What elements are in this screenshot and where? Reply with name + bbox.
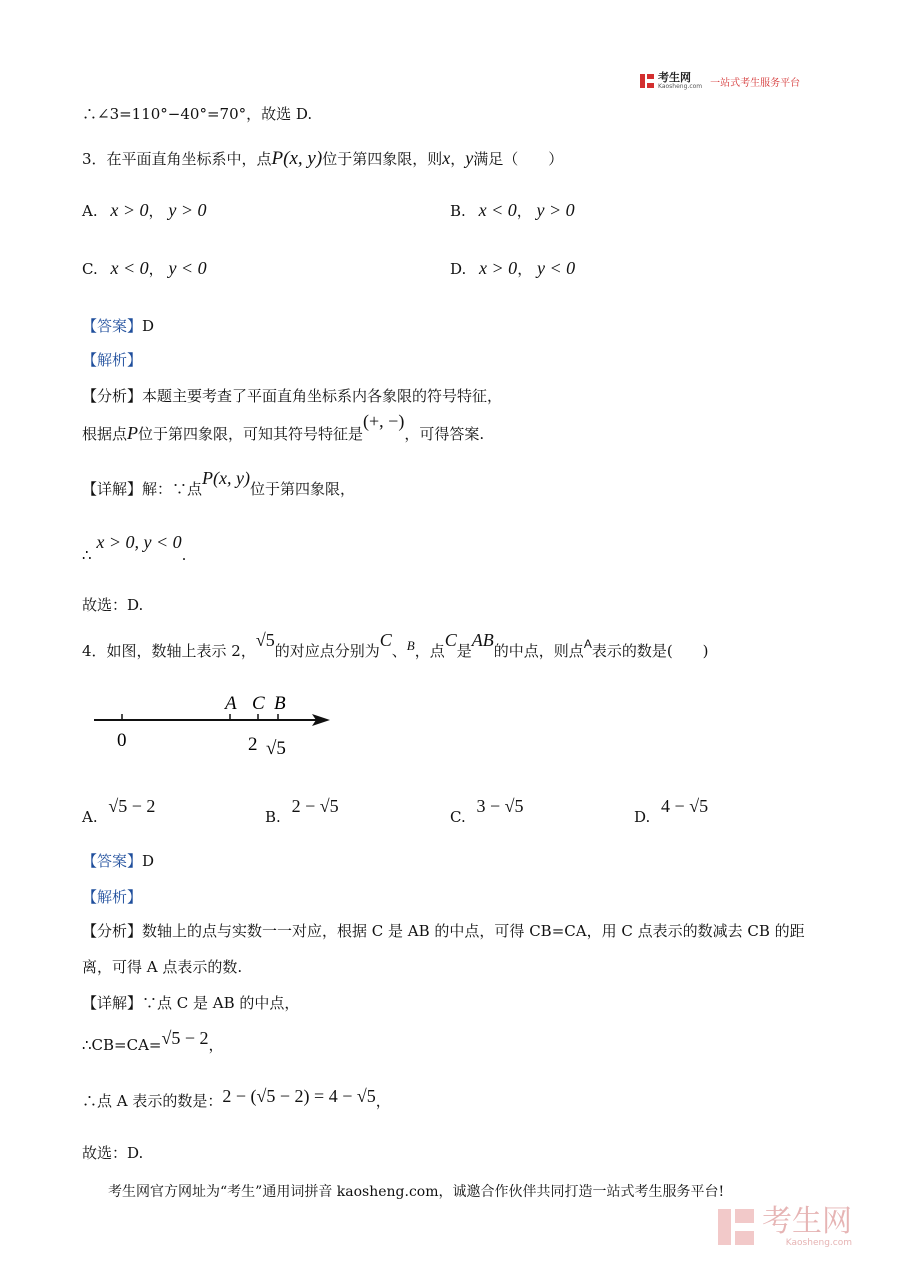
math-sqrt5: √5: [255, 630, 275, 650]
q3-point: P(x, y): [271, 148, 323, 169]
q3-var-y: y: [465, 148, 474, 168]
text: 4．如图，数轴上表示 2，: [82, 642, 256, 660]
label-sqrt5: √5: [266, 738, 286, 759]
q3-option-a: [82, 200, 206, 221]
option-math: x > 0: [110, 200, 149, 220]
q3-stem-text-2: 位于第四象限，则: [322, 150, 443, 168]
number-line-figure: [90, 686, 340, 766]
q3-option-c: [82, 258, 207, 279]
option-label: C.: [450, 808, 466, 826]
label-A: A: [225, 693, 237, 714]
option-label: D.: [450, 260, 467, 278]
text: .: [181, 546, 187, 564]
text: 表示的数是( ): [591, 642, 709, 660]
footer-text: 考生网官方网址为“考生”通用词拼音 kaosheng.com，诚邀合作伙伴共同打造一站式考生服务平台!: [108, 1184, 725, 1200]
option-label: A.: [82, 808, 98, 826]
option-math: x > 0: [479, 258, 518, 278]
q3-guxuan: 故选：D.: [82, 596, 144, 614]
q4-result: [82, 1086, 391, 1110]
q4-answer: [82, 850, 154, 871]
q4-guxuan: 故选：D.: [82, 1144, 144, 1162]
fenxi-text: 本题主要考查了平面直角坐标系内各象限的符号特征，: [142, 387, 503, 405]
option-math: y > 0: [536, 200, 575, 220]
q3-option-b: [450, 200, 575, 221]
option-label: C.: [82, 260, 98, 278]
q3-condition: [82, 532, 187, 564]
option-sep: ，: [148, 260, 164, 278]
math-cb: √5 − 2: [161, 1028, 209, 1048]
watermark-brand: 考生网: [762, 1204, 852, 1239]
text: ，: [375, 1092, 391, 1110]
logo-brand: 考生网: [658, 71, 691, 84]
option-math: x < 0: [478, 200, 517, 220]
xiangjie-tag: 【详解】: [82, 994, 143, 1012]
q3-fenxi: [82, 385, 502, 406]
q4-option-c: [450, 796, 524, 826]
logo-slogan: 一站式考生服务平台: [710, 77, 801, 89]
text: 位于第四象限，可知其符号特征是: [138, 425, 364, 443]
watermark-logo-icon: [718, 1209, 754, 1245]
fenxi-tag: 【分析】: [82, 922, 143, 940]
option-math: y < 0: [536, 258, 576, 278]
label-B: B: [274, 693, 286, 714]
option-label: B.: [265, 808, 281, 826]
xiangjie-tag: 【详解】: [82, 480, 143, 498]
q4-option-d: [634, 796, 709, 826]
watermark: [718, 1206, 852, 1248]
q3-var-x: x: [442, 148, 451, 168]
fenxi-text: 数轴上的点与实数一一对应，根据 C 是 AB 的中点，可得 CB=CA，用 C 点表示的数减去 CB 的距: [142, 922, 805, 940]
q4-fenxi-2: 离，可得 A 点表示的数.: [82, 958, 243, 976]
label-0: 0: [117, 730, 127, 751]
text: 根据点: [82, 425, 128, 443]
text: 是: [456, 642, 472, 660]
answer-value: D: [142, 852, 155, 870]
watermark-domain: Kaosheng.com: [785, 1238, 852, 1248]
text: ∴CB=CA=: [82, 1036, 162, 1054]
math-B: B: [406, 638, 415, 653]
math-C: C: [379, 630, 392, 650]
text: ，: [208, 1036, 224, 1054]
q4-option-a: [82, 796, 156, 826]
answer-tag: 【答案】: [82, 852, 143, 870]
therefore-symbol: ∴: [82, 546, 92, 564]
option-math: x < 0: [110, 258, 149, 278]
prev-solution-end: ∴∠3=110°−40°=70°，故选 D.: [82, 105, 313, 123]
text: 解：∵点: [142, 480, 203, 498]
option-math: 3 − √5: [476, 796, 524, 816]
q3-jiexi-tag: 【解析】: [82, 351, 143, 369]
q3-answer: [82, 315, 154, 336]
text: 、: [391, 642, 407, 660]
answer-tag: 【答案】: [82, 317, 143, 335]
math-condition: x > 0, y < 0: [96, 532, 182, 552]
option-sep: ，: [148, 202, 164, 220]
q4-jiexi-tag: 【解析】: [82, 888, 143, 906]
text: ，点: [414, 642, 445, 660]
label-C: C: [252, 693, 265, 714]
q3-stem-text-1: 3．在平面直角坐标系中，点: [82, 150, 272, 168]
q4-fenxi: [82, 920, 805, 941]
option-math: y > 0: [168, 200, 207, 220]
text: ∵点 C 是 AB 的中点，: [142, 994, 300, 1012]
option-math: √5 − 2: [108, 796, 156, 816]
q3-fenxi-2: [82, 411, 485, 444]
option-label: A.: [82, 202, 98, 220]
option-math: y < 0: [168, 258, 207, 278]
option-sep: ，: [517, 260, 533, 278]
answer-value: D: [142, 317, 155, 335]
logo-icon: [640, 74, 654, 88]
q4-stem: [82, 630, 709, 661]
text: 的对应点分别为: [274, 642, 380, 660]
fenxi-tag: 【分析】: [82, 387, 143, 405]
q3-xiangjie: [82, 468, 356, 499]
option-math: 4 − √5: [661, 796, 709, 816]
math-C: C: [444, 630, 457, 650]
logo-domain: Kaosheng.com: [658, 83, 703, 90]
header-logo: [640, 72, 800, 90]
math-p: P: [127, 423, 139, 443]
math-point: P(x, y): [202, 468, 250, 488]
text: ，可得答案.: [404, 425, 485, 443]
option-math: 2 − √5: [291, 796, 339, 816]
text: 位于第四象限，: [250, 480, 356, 498]
text: ∴点 A 表示的数是：: [82, 1092, 223, 1110]
option-label: B.: [450, 202, 466, 220]
option-label: D.: [634, 808, 651, 826]
q3-comma: ，: [450, 150, 466, 168]
q3-option-d: [450, 258, 575, 279]
q3-stem: [82, 148, 563, 170]
q4-xiangjie: [82, 992, 299, 1013]
q3-stem-text-3: 满足（ ）: [473, 150, 564, 168]
q4-option-b: [265, 796, 339, 826]
math-sign: (+, −): [363, 411, 405, 431]
math-A: A: [583, 637, 592, 651]
q4-cb: [82, 1028, 224, 1054]
text: 的中点，则点: [493, 642, 584, 660]
option-sep: ，: [516, 202, 532, 220]
label-2: 2: [248, 734, 258, 755]
math-result: 2 − (√5 − 2) = 4 − √5: [222, 1086, 376, 1106]
math-AB: AB: [471, 630, 494, 650]
